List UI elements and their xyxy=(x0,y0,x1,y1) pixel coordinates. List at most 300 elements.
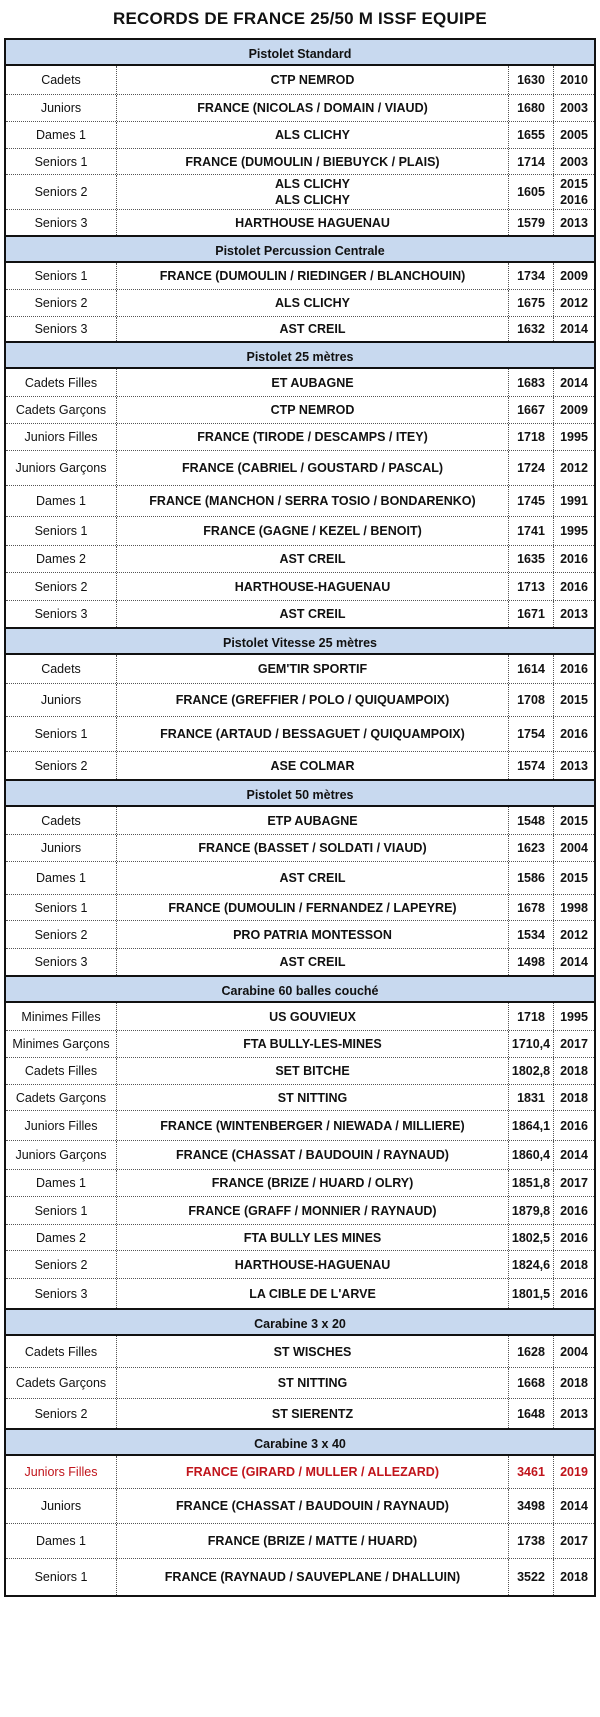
table-row xyxy=(6,1250,594,1278)
category-cell: Juniors xyxy=(6,835,117,861)
year-cell xyxy=(554,862,594,894)
team-cell xyxy=(117,175,509,209)
year-cell xyxy=(554,1559,594,1595)
score-cell: 1683 xyxy=(509,369,554,396)
year-value: 2013 xyxy=(560,758,588,773)
score-cell: 1879,8 xyxy=(509,1197,554,1224)
year-cell xyxy=(554,122,594,148)
team-name: ET AUBAGNE xyxy=(271,375,354,390)
score-cell: 1635 xyxy=(509,546,554,572)
category-cell: Juniors Garçons xyxy=(6,1141,117,1169)
category-cell: Minimes Filles xyxy=(6,1003,117,1030)
category-cell: Juniors Filles xyxy=(6,1456,117,1488)
year-cell xyxy=(554,263,594,289)
score-cell: 1579 xyxy=(509,210,554,235)
year-value: 2003 xyxy=(560,101,588,115)
category-cell: Seniors 3 xyxy=(6,210,117,235)
table-row xyxy=(6,1140,594,1169)
score-cell: 1713 xyxy=(509,573,554,600)
year-value: 2016 xyxy=(560,727,588,741)
category-cell: Seniors 1 xyxy=(6,717,117,751)
score-cell: 1708 xyxy=(509,684,554,716)
score-cell: 1754 xyxy=(509,717,554,751)
year-cell xyxy=(554,1031,594,1057)
team-name: FRANCE (RAYNAUD / SAUVEPLANE / DHALLUIN) xyxy=(164,1570,461,1584)
team-name: ETP AUBAGNE xyxy=(267,813,358,828)
table-row xyxy=(6,396,594,423)
score-cell: 1864,1 xyxy=(509,1111,554,1140)
score-cell: 1724 xyxy=(509,451,554,485)
score-cell: 1630 xyxy=(509,66,554,94)
team-name: FRANCE (BRIZE / HUARD / OLRY) xyxy=(211,1176,414,1190)
table-row xyxy=(6,1030,594,1057)
team-name: FRANCE (CABRIEL / GOUSTARD / PASCAL) xyxy=(181,461,444,475)
score-cell: 1548 xyxy=(509,807,554,834)
year-cell xyxy=(554,1225,594,1250)
table-row xyxy=(6,920,594,948)
category-cell: Cadets Filles xyxy=(6,1058,117,1084)
category-cell: Dames 1 xyxy=(6,486,117,516)
year-cell xyxy=(554,1251,594,1278)
team-name: PRO PATRIA MONTESSON xyxy=(233,927,392,942)
category-cell: Seniors 2 xyxy=(6,921,117,948)
category-cell: Dames 2 xyxy=(6,546,117,572)
team-cell xyxy=(117,397,509,423)
team-cell xyxy=(117,1058,509,1084)
team-cell xyxy=(117,1489,509,1523)
team-name: AST CREIL xyxy=(279,322,346,336)
year-cell xyxy=(554,573,594,600)
table-row xyxy=(6,834,594,861)
team-cell xyxy=(117,1559,509,1595)
category-cell: Seniors 3 xyxy=(6,1279,117,1308)
team-cell xyxy=(117,1251,509,1278)
team-cell xyxy=(117,862,509,894)
section-header: Pistolet Percussion Centrale xyxy=(6,235,594,263)
year-value: 1991 xyxy=(560,494,588,508)
team-name: AST CREIL xyxy=(279,871,346,885)
table-row xyxy=(6,1488,594,1523)
category-cell: Juniors Garçons xyxy=(6,451,117,485)
category-cell: Seniors 1 xyxy=(6,1197,117,1224)
category-cell: Seniors 2 xyxy=(6,290,117,316)
team-cell xyxy=(117,1279,509,1308)
year-value: 2017 xyxy=(560,1037,588,1051)
team-name: FRANCE (TIRODE / DESCAMPS / ITEY) xyxy=(197,430,428,444)
team-cell xyxy=(117,517,509,545)
year-value: 2009 xyxy=(560,403,588,417)
team-cell xyxy=(117,807,509,834)
year-cell xyxy=(554,517,594,545)
score-cell: 1680 xyxy=(509,95,554,121)
category-cell: Cadets Garçons xyxy=(6,1085,117,1110)
year-cell xyxy=(554,290,594,316)
score-cell: 1734 xyxy=(509,263,554,289)
table-row xyxy=(6,485,594,516)
team-cell xyxy=(117,1336,509,1367)
year-value: 2018 xyxy=(560,1376,588,1390)
year-value: 1995 xyxy=(560,524,588,538)
team-cell xyxy=(117,601,509,627)
category-cell: Juniors xyxy=(6,95,117,121)
category-cell: Seniors 2 xyxy=(6,175,117,209)
year-value: 2016 xyxy=(560,662,588,676)
year-value: 2018 xyxy=(560,1257,588,1272)
team-name: ALS CLICHY xyxy=(275,193,350,207)
year-value: 1998 xyxy=(560,900,588,915)
team-cell xyxy=(117,895,509,920)
table-row xyxy=(6,751,594,779)
year-cell xyxy=(554,1141,594,1169)
team-name: FRANCE (DUMOULIN / RIEDINGER / BLANCHOUIN) xyxy=(159,269,466,283)
table-row xyxy=(6,655,594,683)
year-value: 2018 xyxy=(560,1064,588,1078)
team-name: ASE COLMAR xyxy=(270,758,355,773)
team-cell xyxy=(117,1031,509,1057)
category-cell: Seniors 3 xyxy=(6,949,117,975)
year-cell xyxy=(554,717,594,751)
table-row xyxy=(6,948,594,975)
team-cell xyxy=(117,684,509,716)
section-header: Carabine 3 x 40 xyxy=(6,1428,594,1456)
category-cell: Seniors 2 xyxy=(6,752,117,779)
year-value: 2016 xyxy=(560,1230,588,1245)
section-header: Pistolet Standard xyxy=(6,38,594,66)
year-cell xyxy=(554,175,594,209)
year-value: 2016 xyxy=(560,552,588,566)
team-cell xyxy=(117,149,509,174)
team-name: FTA BULLY-LES-MINES xyxy=(243,1037,382,1051)
team-cell xyxy=(117,1085,509,1110)
year-value: 2013 xyxy=(560,215,588,230)
team-name: FRANCE (DUMOULIN / FERNANDEZ / LAPEYRE) xyxy=(168,900,457,915)
category-cell: Seniors 1 xyxy=(6,1559,117,1595)
table-row xyxy=(6,369,594,396)
score-cell: 1741 xyxy=(509,517,554,545)
team-cell xyxy=(117,66,509,94)
team-name: SET BITCHE xyxy=(275,1064,350,1078)
team-name: ALS CLICHY xyxy=(275,177,350,191)
team-name: FRANCE (DUMOULIN / BIEBUYCK / PLAIS) xyxy=(185,154,440,169)
team-name: AST CREIL xyxy=(279,552,346,566)
table-row xyxy=(6,423,594,450)
year-cell xyxy=(554,149,594,174)
category-cell: Cadets xyxy=(6,807,117,834)
team-cell xyxy=(117,1524,509,1558)
category-cell: Dames 1 xyxy=(6,862,117,894)
team-cell xyxy=(117,949,509,975)
year-value: 2019 xyxy=(560,1465,588,1479)
year-value: 1995 xyxy=(560,1009,588,1024)
year-cell xyxy=(554,317,594,341)
year-cell xyxy=(554,546,594,572)
year-value: 2018 xyxy=(560,1570,588,1584)
year-cell xyxy=(554,1003,594,1030)
team-cell xyxy=(117,1003,509,1030)
year-value: 2004 xyxy=(560,841,588,855)
table-row xyxy=(6,450,594,485)
year-value: 2012 xyxy=(560,461,588,475)
score-cell: 1824,6 xyxy=(509,1251,554,1278)
category-cell: Seniors 1 xyxy=(6,895,117,920)
score-cell: 1498 xyxy=(509,949,554,975)
table-row xyxy=(6,1169,594,1196)
score-cell: 1738 xyxy=(509,1524,554,1558)
year-cell xyxy=(554,1489,594,1523)
team-name: FRANCE (BASSET / SOLDATI / VIAUD) xyxy=(198,841,427,855)
year-cell xyxy=(554,486,594,516)
score-cell: 1718 xyxy=(509,1003,554,1030)
table-row xyxy=(6,1224,594,1250)
year-value: 2016 xyxy=(560,1203,588,1218)
year-cell xyxy=(554,451,594,485)
category-cell: Seniors 1 xyxy=(6,517,117,545)
category-cell: Dames 1 xyxy=(6,1170,117,1196)
team-name: CTP NEMROD xyxy=(270,73,355,87)
year-cell xyxy=(554,1058,594,1084)
score-cell: 1851,8 xyxy=(509,1170,554,1196)
year-value: 2014 xyxy=(560,322,588,336)
score-cell: 1831 xyxy=(509,1085,554,1110)
table-row xyxy=(6,572,594,600)
table-row xyxy=(6,716,594,751)
score-cell: 1605 xyxy=(509,175,554,209)
score-cell: 3522 xyxy=(509,1559,554,1595)
team-cell xyxy=(117,1197,509,1224)
team-name: LA CIBLE DE L'ARVE xyxy=(249,1286,376,1301)
year-cell xyxy=(554,1456,594,1488)
table-row xyxy=(6,1558,594,1595)
category-cell: Seniors 2 xyxy=(6,1399,117,1428)
score-cell: 1671 xyxy=(509,601,554,627)
score-cell: 1574 xyxy=(509,752,554,779)
table-row xyxy=(6,807,594,834)
year-cell xyxy=(554,1336,594,1367)
table-row xyxy=(6,683,594,716)
year-value: 2015 xyxy=(560,871,588,885)
score-cell: 1648 xyxy=(509,1399,554,1428)
year-cell xyxy=(554,397,594,423)
score-cell: 1614 xyxy=(509,655,554,683)
team-name: FRANCE (GAGNE / KEZEL / BENOIT) xyxy=(203,524,422,538)
table-row xyxy=(6,1456,594,1488)
table-row xyxy=(6,174,594,209)
team-cell xyxy=(117,546,509,572)
team-cell xyxy=(117,424,509,450)
year-cell xyxy=(554,752,594,779)
table-row xyxy=(6,1278,594,1308)
year-cell xyxy=(554,1368,594,1398)
table-row xyxy=(6,1196,594,1224)
team-cell xyxy=(117,122,509,148)
score-cell: 1586 xyxy=(509,862,554,894)
year-cell xyxy=(554,1111,594,1140)
table-row xyxy=(6,1367,594,1398)
team-name: ALS CLICHY xyxy=(275,128,350,142)
table-row xyxy=(6,1336,594,1367)
category-cell: Seniors 1 xyxy=(6,263,117,289)
team-name: ST NITTING xyxy=(277,1376,348,1390)
team-name: ST SIERENTZ xyxy=(271,1406,354,1421)
category-cell: Cadets Garçons xyxy=(6,397,117,423)
score-cell: 1718 xyxy=(509,424,554,450)
team-cell xyxy=(117,1141,509,1169)
category-cell: Juniors xyxy=(6,1489,117,1523)
year-value: 1995 xyxy=(560,430,588,444)
year-cell xyxy=(554,835,594,861)
score-cell: 1801,5 xyxy=(509,1279,554,1308)
score-cell: 1675 xyxy=(509,290,554,316)
table-row xyxy=(6,1110,594,1140)
team-cell xyxy=(117,1170,509,1196)
year-cell xyxy=(554,1197,594,1224)
team-name: FRANCE (BRIZE / MATTE / HUARD) xyxy=(207,1534,418,1548)
year-cell xyxy=(554,1085,594,1110)
team-cell xyxy=(117,921,509,948)
score-cell: 1668 xyxy=(509,1368,554,1398)
section-header: Pistolet Vitesse 25 mètres xyxy=(6,627,594,655)
table-row xyxy=(6,516,594,545)
score-cell: 1623 xyxy=(509,835,554,861)
team-cell xyxy=(117,317,509,341)
table-row xyxy=(6,545,594,572)
year-cell xyxy=(554,66,594,94)
year-cell xyxy=(554,949,594,975)
team-cell xyxy=(117,95,509,121)
table-row xyxy=(6,1084,594,1110)
category-cell: Seniors 3 xyxy=(6,317,117,341)
year-value: 2014 xyxy=(560,1148,588,1162)
year-cell xyxy=(554,95,594,121)
score-cell: 3461 xyxy=(509,1456,554,1488)
year-value: 2017 xyxy=(560,1176,588,1190)
category-cell: Seniors 1 xyxy=(6,149,117,174)
year-cell xyxy=(554,1170,594,1196)
team-name: FRANCE (CHASSAT / BAUDOUIN / RAYNAUD) xyxy=(176,1499,449,1513)
team-cell xyxy=(117,486,509,516)
table-row xyxy=(6,600,594,627)
table-row xyxy=(6,1398,594,1428)
year-value: 2012 xyxy=(560,927,588,942)
year-cell xyxy=(554,807,594,834)
year-cell xyxy=(554,1279,594,1308)
team-cell xyxy=(117,1399,509,1428)
year-cell xyxy=(554,1399,594,1428)
score-cell: 1628 xyxy=(509,1336,554,1367)
team-name: FRANCE (GRAFF / MONNIER / RAYNAUD) xyxy=(188,1203,437,1218)
table-row xyxy=(6,289,594,316)
team-cell xyxy=(117,573,509,600)
section-header: Carabine 3 x 20 xyxy=(6,1308,594,1336)
category-cell: Cadets Garçons xyxy=(6,1368,117,1398)
table-row xyxy=(6,1057,594,1084)
year-value: 2018 xyxy=(560,1090,588,1105)
records-table xyxy=(4,38,596,1597)
year-cell xyxy=(554,655,594,683)
year-value: 2003 xyxy=(560,154,588,169)
year-cell xyxy=(554,601,594,627)
year-cell xyxy=(554,895,594,920)
year-value: 2013 xyxy=(560,607,588,621)
team-cell xyxy=(117,263,509,289)
year-value: 2014 xyxy=(560,1499,588,1513)
table-row xyxy=(6,66,594,94)
table-row xyxy=(6,1523,594,1558)
table-row xyxy=(6,894,594,920)
category-cell: Dames 1 xyxy=(6,1524,117,1558)
table-row xyxy=(6,1003,594,1030)
year-value: 2005 xyxy=(560,128,588,142)
team-name: FRANCE (WINTENBERGER / NIEWADA / MILLIERE) xyxy=(160,1118,465,1133)
score-cell: 1667 xyxy=(509,397,554,423)
team-name: HARTHOUSE-HAGUENAU xyxy=(234,1257,391,1272)
score-cell: 1678 xyxy=(509,895,554,920)
team-cell xyxy=(117,369,509,396)
year-value: 2009 xyxy=(560,269,588,283)
team-name: FRANCE (MANCHON / SERRA TOSIO / BONDARENKO) xyxy=(149,494,476,508)
table-row xyxy=(6,209,594,235)
team-cell xyxy=(117,451,509,485)
score-cell: 1655 xyxy=(509,122,554,148)
team-name: CTP NEMROD xyxy=(270,403,355,417)
team-name: FRANCE (GIRARD / MULLER / ALLEZARD) xyxy=(186,1465,439,1479)
category-cell: Juniors Filles xyxy=(6,1111,117,1140)
year-value: 2012 xyxy=(560,296,588,310)
team-cell xyxy=(117,835,509,861)
score-cell: 3498 xyxy=(509,1489,554,1523)
team-name: ST WISCHES xyxy=(273,1344,352,1359)
team-cell xyxy=(117,210,509,235)
team-name: HARTHOUSE HAGUENAU xyxy=(235,215,390,230)
team-name: AST CREIL xyxy=(279,607,346,621)
score-cell: 1802,5 xyxy=(509,1225,554,1250)
year-value: 2016 xyxy=(560,1118,588,1133)
team-cell xyxy=(117,717,509,751)
year-value: 2014 xyxy=(560,375,588,390)
category-cell: Cadets Filles xyxy=(6,1336,117,1367)
score-cell: 1632 xyxy=(509,317,554,341)
year-value: 2016 xyxy=(560,193,588,207)
category-cell: Dames 1 xyxy=(6,122,117,148)
team-name: FTA BULLY LES MINES xyxy=(243,1230,382,1245)
year-value: 2014 xyxy=(560,955,588,969)
team-name: US GOUVIEUX xyxy=(269,1009,356,1024)
page-title: RECORDS DE FRANCE 25/50 M ISSF EQUIPE xyxy=(113,9,487,28)
team-cell xyxy=(117,1225,509,1250)
year-value: 2010 xyxy=(560,73,588,87)
score-cell: 1802,8 xyxy=(509,1058,554,1084)
table-row xyxy=(6,861,594,894)
year-value: 2013 xyxy=(560,1406,588,1421)
team-name: FRANCE (NICOLAS / DOMAIN / VIAUD) xyxy=(197,101,428,115)
year-cell xyxy=(554,684,594,716)
category-cell: Seniors 3 xyxy=(6,601,117,627)
table-row xyxy=(6,148,594,174)
score-cell: 1714 xyxy=(509,149,554,174)
table-row xyxy=(6,121,594,148)
team-cell xyxy=(117,752,509,779)
year-value: 2015 xyxy=(560,177,588,191)
category-cell: Cadets xyxy=(6,66,117,94)
year-value: 2004 xyxy=(560,1344,588,1359)
category-cell: Minimes Garçons xyxy=(6,1031,117,1057)
table-row xyxy=(6,316,594,341)
section-header: Pistolet 25 mètres xyxy=(6,341,594,369)
category-cell: Seniors 2 xyxy=(6,573,117,600)
team-cell xyxy=(117,1456,509,1488)
year-cell xyxy=(554,921,594,948)
year-cell xyxy=(554,424,594,450)
